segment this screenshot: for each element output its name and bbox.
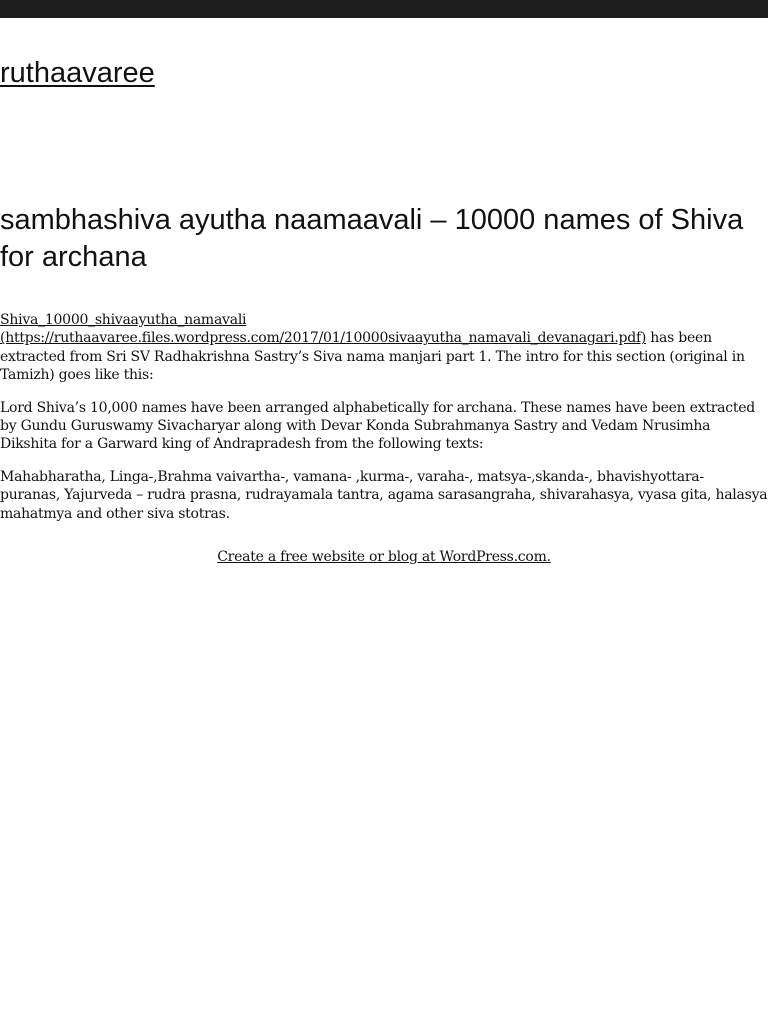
site-title	[0, 54, 155, 92]
top-admin-bar	[0, 0, 768, 18]
post-title: sambhashiva ayutha naamaavali – 10000 names of Shiva for archana	[0, 204, 744, 273]
paragraph-description: Lord Shiva’s 10,000 names have been arranged alphabetically for archana. These names have been extracted by Gundu Guruswamy Sivacharyar along with Devar Konda Subrahmanya Sastry and Vedam Nrusimha Dikshita for a Garward king of Andrapradesh from the following texts:	[0, 399, 755, 453]
paragraph-texts-list: Mahabharatha, Linga-,Brahma vaivartha-, vamana- ,kurma-, varaha-, matsya-,skanda-, bhavishyottara- puranas, Yajurveda – rudra prasna, rudrayamala tantra, agama sarasangraha, shivarahasya, vyasa gita, halasya mahatmya and other siva stotras.	[0, 468, 768, 522]
pdf-link[interactable]: Shiva_10000_shivaayutha_namavali (https://ruthaavaree.files.wordpress.com/2017/01/10000sivaayutha_namavali_devanagari.pdf)	[0, 312, 647, 347]
intro-text: has been extracted from Sri SV Radhakrishna Sastry’s Siva nama manjari part 1. The intro for this section (original in Tamizh) goes like this:	[0, 330, 745, 384]
paragraph-intro	[0, 311, 768, 385]
site-footer	[0, 548, 768, 566]
post-content	[0, 311, 768, 537]
wordpress-link[interactable]: Create a free website or blog at WordPress.com.	[217, 549, 551, 565]
site-title-link[interactable]: ruthaavaree	[0, 57, 155, 89]
